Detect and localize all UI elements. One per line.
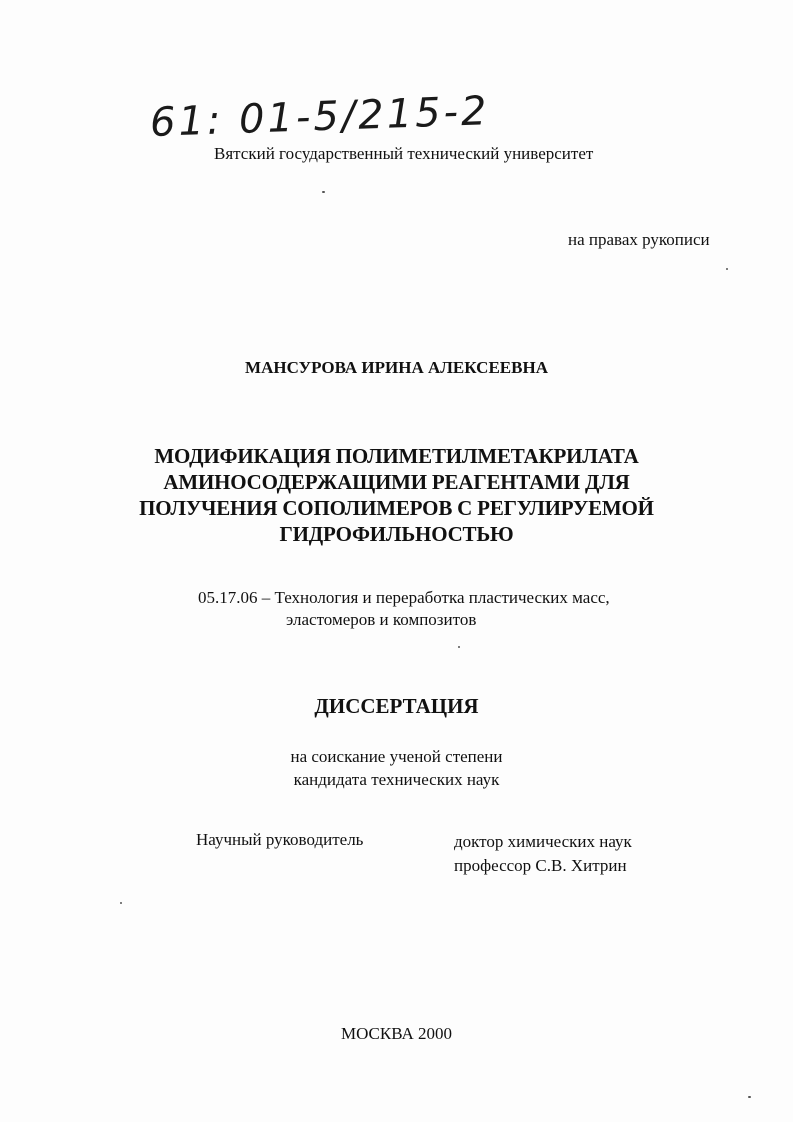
- handwritten-archive-mark: 61: 01-5/215-2: [149, 88, 491, 146]
- degree-line: на соискание ученой степени: [290, 747, 503, 766]
- supervisor-label: Научный руководитель: [196, 830, 364, 849]
- scan-speck: [120, 902, 122, 904]
- title-line: МОДИФИКАЦИЯ ПОЛИМЕТИЛМЕТАКРИЛАТА: [154, 444, 639, 468]
- title-line: ГИДРОФИЛЬНОСТЬЮ: [279, 522, 514, 546]
- scan-speck: [726, 268, 728, 270]
- supervisor-degree: доктор химических наук: [454, 832, 632, 851]
- title-line: ПОЛУЧЕНИЯ СОПОЛИМЕРОВ С РЕГУЛИРУЕМОЙ: [139, 496, 654, 520]
- author-name: МАНСУРОВА ИРИНА АЛЕКСЕЕВНА: [245, 358, 548, 377]
- university-name: Вятский государственный технический университет: [214, 144, 594, 163]
- city-and-year: МОСКВА 2000: [340, 1024, 453, 1043]
- scan-speck: [458, 646, 460, 648]
- scan-speck: [748, 1096, 751, 1098]
- specialty-line-2: эластомеров и композитов: [286, 610, 477, 629]
- specialty-line-1: 05.17.06 – Технология и переработка пластических масс,: [198, 588, 610, 607]
- scan-speck: [322, 191, 325, 193]
- degree-sought: [0, 745, 793, 791]
- supervisor-info: [454, 830, 632, 878]
- manuscript-rights-note: на правах рукописи: [568, 230, 710, 249]
- degree-line: кандидата технических наук: [293, 770, 500, 789]
- document-type-heading: ДИССЕРТАЦИЯ: [314, 694, 479, 718]
- title-line: АМИНОСОДЕРЖАЩИМИ РЕАГЕНТАМИ ДЛЯ: [163, 470, 630, 494]
- supervisor-name: профессор С.В. Хитрин: [454, 856, 627, 875]
- dissertation-title: [0, 443, 793, 547]
